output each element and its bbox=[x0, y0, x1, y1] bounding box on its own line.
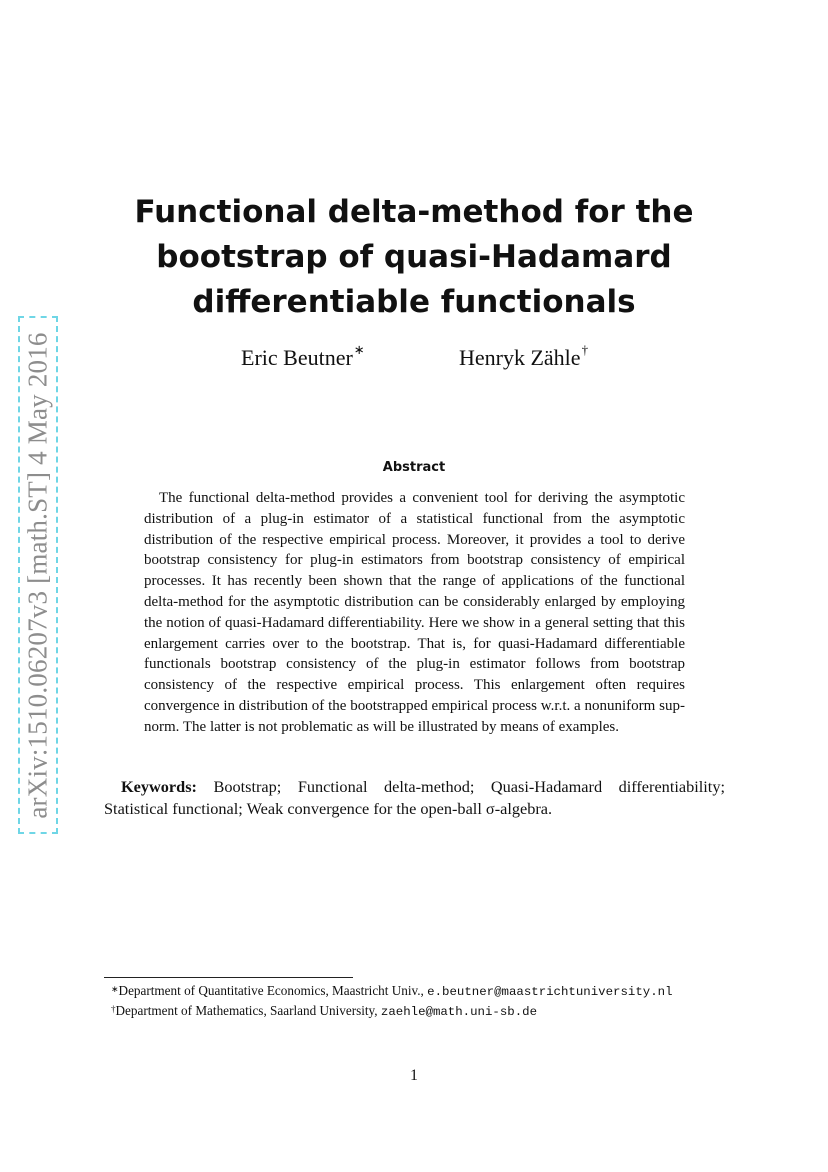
footnote-zahle bbox=[111, 1002, 751, 1022]
title-line: Functional delta-method for the bbox=[134, 194, 694, 230]
email-link[interactable]: zaehle@math.uni-sb.de bbox=[380, 1004, 538, 1019]
title-line: differentiable functionals bbox=[192, 284, 636, 320]
abstract-heading: Abstract bbox=[382, 460, 446, 475]
footnotes bbox=[111, 982, 751, 1021]
footnote-mark: ∗ bbox=[353, 342, 365, 357]
footnote-mark: † bbox=[111, 1003, 116, 1014]
keywords bbox=[104, 776, 725, 819]
footnote-mark: † bbox=[581, 342, 589, 357]
email-link[interactable]: e.beutner@maastrichtuniversity.nl bbox=[427, 985, 673, 999]
author-henryk-zahle bbox=[459, 342, 589, 371]
abstract-body: The functional delta-method provides a convenient tool for deriving the asymptotic distribution of a plug-in estimator of a statistical functional from the asymptotic distribution of the respective empirical process. Moreover, it provides a tool to derive bootstrap consistency for plug-in estimators from bootstrap consistency of empirical processes. It has recently been shown that the range of applications of the functional delta-method for the asymptotic distribution can be considerably enlarged by employing the notion of quasi-Hadamard differentiability. Here we show in a general setting that this enlargement carries over to the bootstrap. That is, for quasi-Hadamard differentiable functionals bootstrap consistency of the plug-in estimator follows from bootstrap consistency of the respective empirical process. This enlargement often requires convergence in distribution of the bootstrapped empirical process w.r.t. a nonuniform sup-norm. The latter is not problematic as will be illustrated by means of examples. bbox=[144, 490, 685, 735]
footnote-beutner bbox=[111, 982, 751, 1002]
paper-title bbox=[104, 190, 724, 325]
footnote-mark: ∗ bbox=[111, 984, 119, 994]
footnote-affiliation: Department of Mathematics, Saarland University, bbox=[115, 1002, 381, 1018]
keywords-text: Bootstrap; Functional delta-method; Quasi-Hadamard differentiability; Statistical functional; Weak convergence for the open-ball σ-algebra. bbox=[104, 777, 725, 818]
title-line: bootstrap of quasi-Hadamard bbox=[156, 239, 672, 275]
arxiv-identifier: arXiv:1510.06207v3 [math.ST] 4 May 2016 bbox=[22, 331, 53, 819]
author-name: Eric Beutner bbox=[241, 345, 353, 370]
footnote-divider bbox=[104, 977, 353, 978]
author-list bbox=[0, 342, 828, 375]
keywords-label: Keywords: bbox=[121, 777, 197, 796]
arxiv-stamp bbox=[18, 316, 58, 834]
author-name: Henryk Zähle bbox=[459, 345, 581, 370]
page-number: 1 bbox=[410, 1067, 418, 1084]
author-eric-beutner bbox=[241, 342, 365, 371]
footnote-affiliation: Department of Quantitative Economics, Maastricht Univ., bbox=[118, 983, 428, 998]
